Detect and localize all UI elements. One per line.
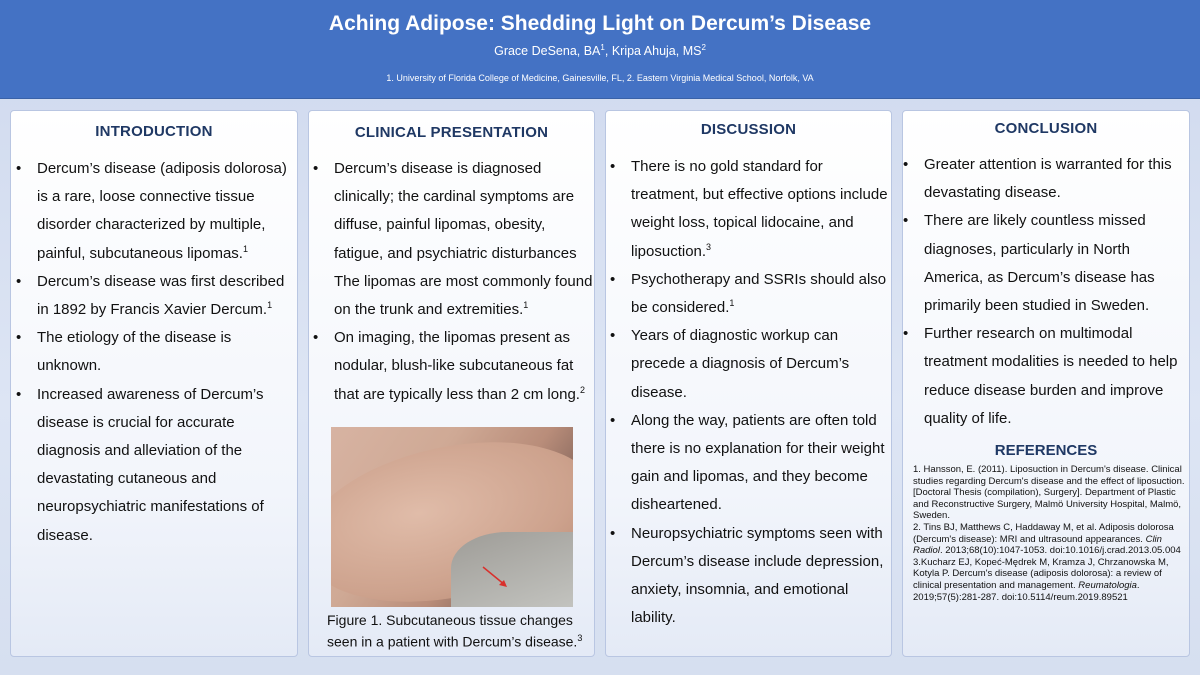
author-1-affiliation: 1 [600,43,605,52]
author-separator: , [604,44,612,59]
introduction-heading: INTRODUCTION [95,123,213,140]
list-item [903,151,1191,207]
citation: 2 [579,384,585,395]
citation: 3 [577,633,583,643]
red-arrow-icon [481,565,511,595]
bullet-text: Dercum’s disease was first described in 1892 by Francis Xavier Dercum. [37,272,285,319]
reference-text: . 2013;68(10):1047-1053. doi:10.1016/j.crad.2013.05.004 [939,545,1181,557]
photo-background-region [451,532,573,607]
bullet-text: Along the way, patients are often told there is no explanation for their weight gain and lipomas, and they become disheartened. [631,411,885,514]
list-item [610,322,892,407]
list-item [16,155,294,268]
conclusion-bullets [903,151,1191,433]
bullet-text: Years of diagnostic workup can precede a diagnosis of Dercum’s disease. [631,327,850,401]
reference-2 [913,522,1185,557]
bullet-text: There is no gold standard for treatment, but effective options include weight loss, topical lidocaine, and liposuction. [631,158,888,260]
reference-text: 3.Kucharz EJ, Kopeć-Mędrek M, Kramza J, Chrzanowska M, Kotyla P. Dercum's disease (adiposis dolorosa): a review of clinical presentation and management. [913,556,1169,591]
clinical-bullets [313,155,595,409]
conclusion-panel [902,110,1190,657]
bullet-text: On imaging, the lipomas present as nodular, blush-like subcutaneous fat that are typically less than 2 cm long. [334,329,580,403]
citation: 1 [523,300,529,311]
bullet-text: Dercum’s disease (adiposis dolorosa) is a rare, loose connective tissue disorder characterized by multiple, painful, subcutaneous lipomas. [37,160,287,262]
poster-affiliations: 1. University of Florida College of Medicine, Gainesville, FL, 2. Eastern Virginia Medical School, Norfolk, VA [386,73,814,83]
figure-1-photo [331,427,573,607]
bullet-text: Increased awareness of Dercum’s disease is crucial for accurate diagnosis and alleviation of the devastating cutaneous and neuropsychiatric manifestations of disease. [37,385,264,544]
caption-text: Figure 1. Subcutaneous tissue changes seen in a patient with Dercum’s disease. [327,612,578,650]
author-1: Grace DeSena, BA [494,44,601,59]
journal-name: Reumatologia [1078,579,1137,591]
citation: 1 [242,243,248,254]
discussion-panel [605,110,892,657]
list-item [313,324,595,409]
figure-1-caption [327,611,589,651]
bullet-text: Dercum’s disease is diagnosed clinically; the cardinal symptoms are diffuse, painful lipomas, obesity, fatigue, and psychiatric disturbances The lipomas are most commonly found on the trunk and extremities. [334,160,593,319]
list-item [16,324,294,380]
citation: 1 [729,298,735,309]
bullet-text: The etiology of the disease is unknown. [37,329,232,375]
references-heading: REFERENCES [994,442,1098,459]
clinical-presentation-panel [308,110,595,657]
bullet-text: There are likely countless missed diagnoses, particularly in North America, as Dercum’s disease has primarily been studied in Sweden. [924,212,1155,315]
references-list [913,464,1185,603]
list-item [610,520,892,633]
reference-1: 1. Hansson, E. (2011). Liposuction in Dercum's disease. Clinical studies regarding Dercum's disease and the effect of liposuction. [Doctoral Thesis (compilation), Surgery]. Department of Plastic and Reconstructive Surgery, Malmö University Hospital, Malmö, Sweden. [913,464,1185,522]
introduction-bullets [16,155,294,550]
list-item [16,381,294,550]
journal-name: Clin Radiol [913,533,1162,557]
poster-title: Aching Adipose: Shedding Light on Dercum’s Disease [328,12,872,35]
reference-text: . 2019;57(5):281-287. doi:10.5114/reum.2019.89521 [913,579,1140,603]
list-item [313,155,595,324]
list-item [610,153,892,266]
citation: 3 [706,241,712,252]
bullet-text: Further research on multimodal treatment modalities is needed to help reduce disease burden and improve quality of life. [924,325,1178,427]
list-item [903,320,1191,433]
author-2-affiliation: 2 [701,43,706,52]
reference-text: 2. Tins BJ, Matthews C, Haddaway M, et al. Adiposis dolorosa (Dercum's disease): MRI and ultrasound appearances. [913,521,1174,545]
bullet-text: Greater attention is warranted for this devastating disease. [924,156,1172,202]
bullet-text: Psychotherapy and SSRIs should also be considered. [631,270,887,317]
poster-header [0,0,1200,99]
list-item [610,266,892,322]
list-item [610,407,892,520]
introduction-panel [10,110,298,657]
citation: 1 [267,300,273,311]
reference-3 [913,557,1185,603]
clinical-presentation-heading: CLINICAL PRESENTATION [354,124,549,141]
author-2: Kripa Ahuja, MS [611,44,702,59]
bullet-text: Neuropsychiatric symptoms seen with Dercum’s disease include depression, anxiety, insomnia, and emotional lability. [631,524,884,627]
conclusion-heading: CONCLUSION [994,120,1098,137]
discussion-bullets [610,153,892,632]
list-item [903,207,1191,320]
poster-authors [0,43,1200,58]
discussion-heading: DISCUSSION [700,121,797,138]
list-item [16,268,294,324]
